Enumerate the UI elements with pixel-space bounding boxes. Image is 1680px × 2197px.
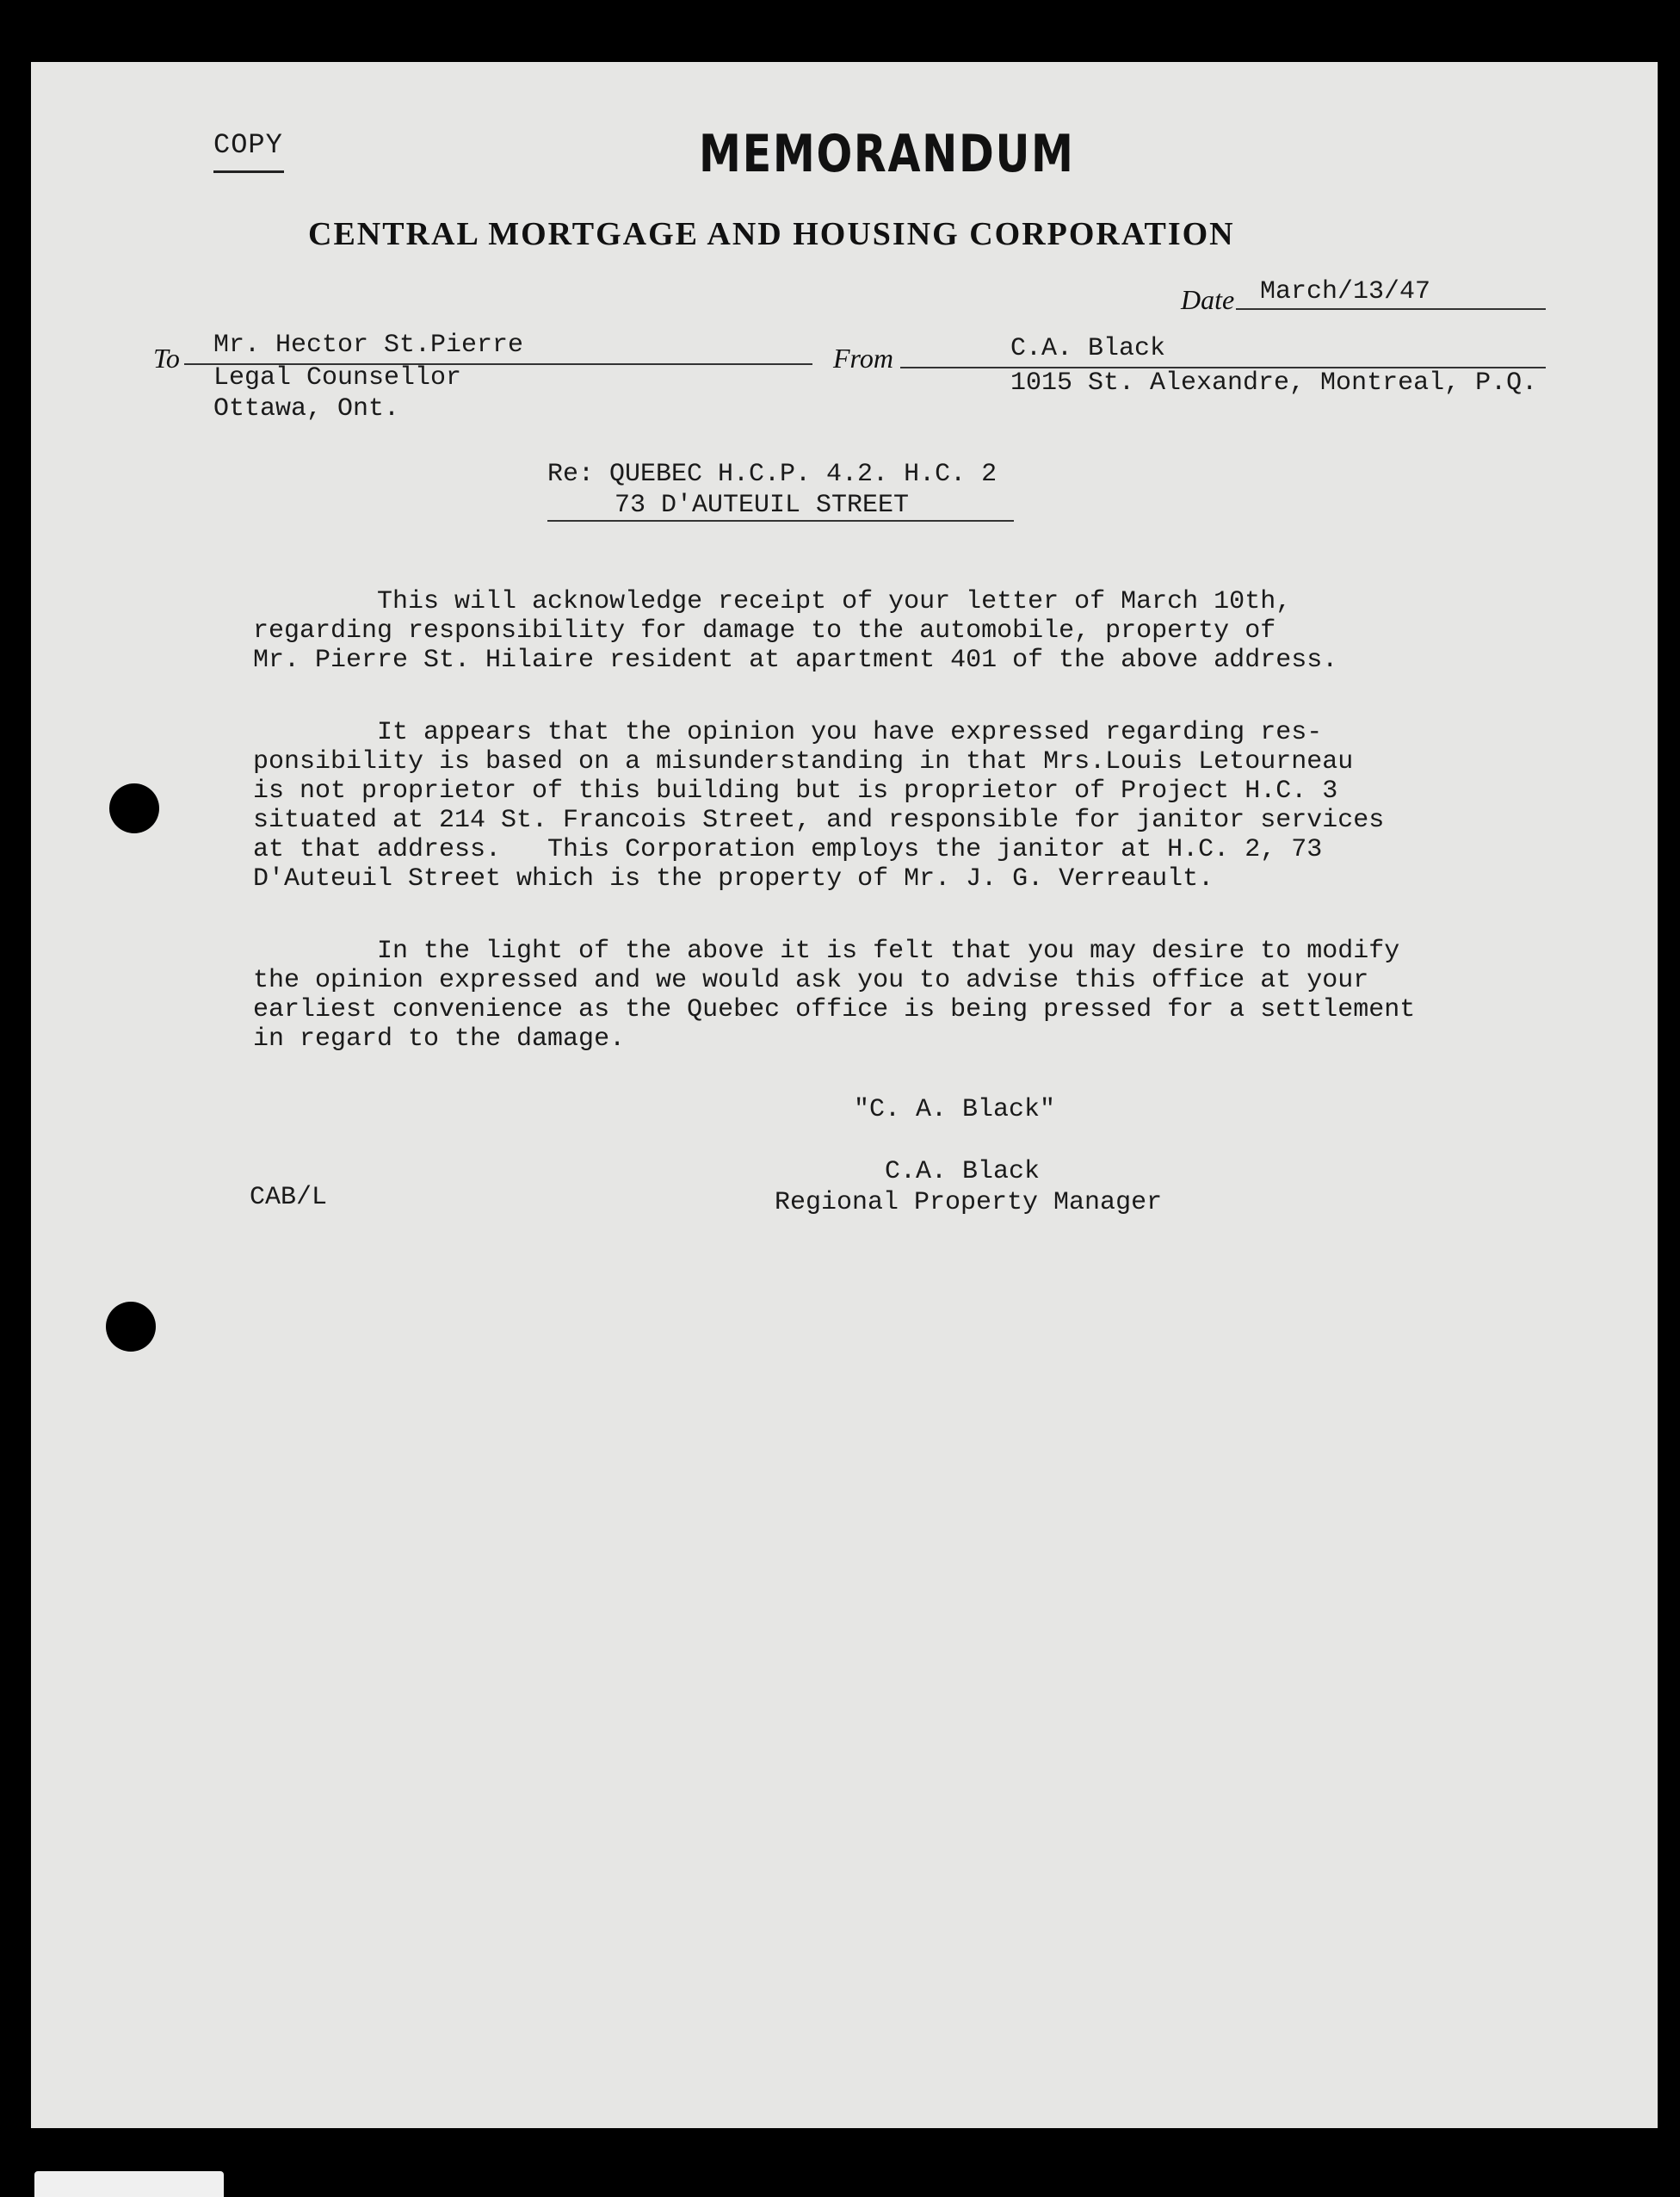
subject-line-1: Re: QUEBEC H.C.P. 4.2. H.C. 2 — [547, 460, 998, 489]
memo-title: MEMORANDUM — [699, 124, 1075, 184]
to-line-3: Ottawa, Ont. — [213, 394, 400, 424]
memo-page — [31, 62, 1658, 2128]
body-paragraph-1: This will acknowledge receipt of your letter of March 10th, regarding responsibility for damage to the automobile, property of Mr. Pierre St. Hilaire resident at apartment 401 of the above address. — [253, 587, 1338, 675]
punch-hole-bottom — [106, 1302, 156, 1352]
signature-name: C.A. Black — [885, 1157, 1041, 1186]
copy-mark-underline — [213, 170, 284, 173]
to-line-1: Mr. Hector St.Pierre — [213, 331, 524, 360]
organization-name: CENTRAL MORTGAGE AND HOUSING CORPORATION — [308, 216, 1235, 252]
from-line-2: 1015 St. Alexandre, Montreal, P.Q. — [1010, 368, 1538, 398]
from-label: From — [833, 343, 893, 374]
copy-mark: COPY — [213, 129, 283, 161]
date-label: Date — [1181, 284, 1235, 315]
signature-title: Regional Property Manager — [775, 1188, 1163, 1217]
film-label-tab — [34, 2171, 224, 2197]
date-value: March/13/47 — [1260, 277, 1431, 306]
to-label: To — [153, 343, 180, 374]
subject-line-2: 73 D'AUTEUIL STREET — [615, 491, 910, 520]
punch-hole-top — [109, 783, 159, 833]
to-line-2: Legal Counsellor — [213, 363, 462, 393]
signature-quoted: "C. A. Black" — [854, 1095, 1056, 1124]
body-paragraph-3: In the light of the above it is felt that you may desire to modify the opinion expressed and we would ask you to advise this office at your earliest convenience as the Quebec office is being pressed for a settlement in regard to the damage. — [253, 937, 1416, 1054]
body-paragraph-2: It appears that the opinion you have expressed regarding res- ponsibility is based on a misunderstanding in that Mrs.Louis Letourneau is not proprietor of this building but is proprietor of Project H.C. 3 situated at 214 St. Francois Street, and responsible for janitor services at that address. This Corporation employs the janitor at H.C. 2, 73 D'Auteuil Street which is the property of Mr. J. G. Verreault. — [253, 718, 1385, 894]
subject-underline — [547, 520, 1014, 522]
from-line-1: C.A. Black — [1010, 334, 1166, 363]
date-rule — [1236, 308, 1546, 310]
reference-initials: CAB/L — [250, 1183, 328, 1212]
